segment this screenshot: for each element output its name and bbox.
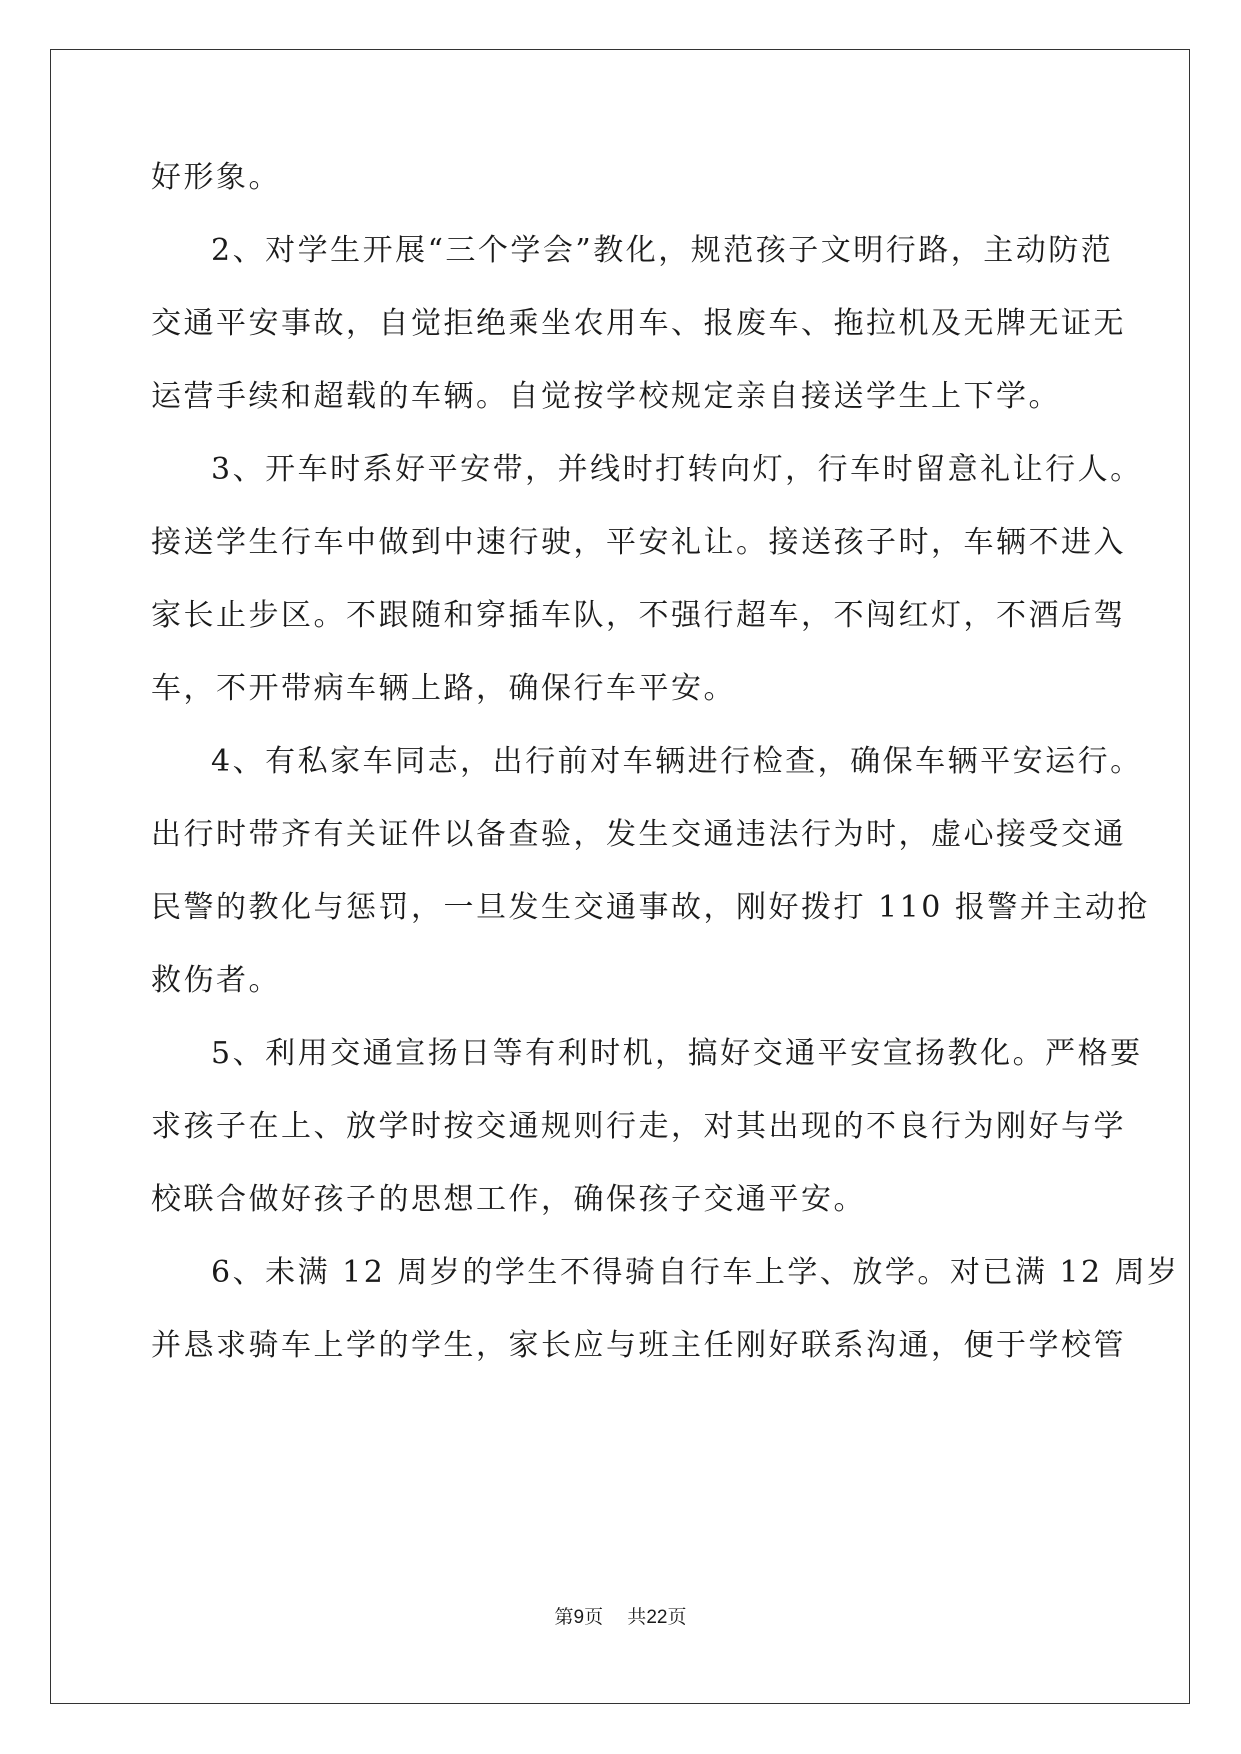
footer-total-prefix: 共 bbox=[627, 1606, 647, 1628]
paragraph-5-line: 5、利用交通宣扬日等有利时机，搞好交通平安宣扬教化。严格要 bbox=[211, 1036, 1143, 1071]
paragraph-4-line: 4、有私家车同志，出行前对车辆进行检查，确保车辆平安运行。 bbox=[211, 744, 1143, 779]
text-line: 民警的教化与惩罚，一旦发生交通事故，刚好拨打 110 报警并主动抢 bbox=[151, 890, 1150, 925]
text-line: 出行时带齐有关证件以备查验，发生交通违法行为时，虚心接受交通 bbox=[151, 817, 1126, 852]
paragraph-3-line: 3、开车时系好平安带，并线时打转向灯，行车时留意礼让行人。 bbox=[211, 452, 1143, 487]
text-line: 好形象。 bbox=[151, 160, 281, 195]
text-line: 车，不开带病车辆上路，确保行车平安。 bbox=[151, 671, 736, 706]
footer-total-suffix: 页 bbox=[667, 1606, 687, 1628]
paragraph-6-line: 6、未满 12 周岁的学生不得骑自行车上学、放学。对已满 12 周岁 bbox=[211, 1255, 1180, 1290]
text-line: 并恳求骑车上学的学生，家长应与班主任刚好联系沟通，便于学校管 bbox=[151, 1328, 1126, 1363]
text-line: 家长止步区。不跟随和穿插车队，不强行超车，不闯红灯，不酒后驾 bbox=[151, 598, 1126, 633]
page-border bbox=[50, 49, 1190, 1704]
page-number: 9 bbox=[573, 1607, 585, 1628]
text-line: 救伤者。 bbox=[151, 963, 281, 998]
footer-page-suffix: 页 bbox=[584, 1606, 604, 1628]
text-line: 运营手续和超载的车辆。自觉按学校规定亲自接送学生上下学。 bbox=[151, 379, 1061, 414]
text-line: 校联合做好孩子的思想工作，确保孩子交通平安。 bbox=[151, 1182, 866, 1217]
text-line: 求孩子在上、放学时按交通规则行走，对其出现的不良行为刚好与学 bbox=[151, 1109, 1126, 1144]
total-pages: 22 bbox=[646, 1607, 668, 1628]
text-line: 接送学生行车中做到中速行驶，平安礼让。接送孩子时，车辆不进入 bbox=[151, 525, 1126, 560]
paragraph-2-line: 2、对学生开展“三个学会”教化，规范孩子文明行路，主动防范 bbox=[211, 233, 1114, 268]
footer-prefix: 第 bbox=[554, 1606, 574, 1628]
text-line: 交通平安事故，自觉拒绝乘坐农用车、报废车、拖拉机及无牌无证无 bbox=[151, 306, 1126, 341]
page-footer bbox=[0, 1605, 1241, 1630]
